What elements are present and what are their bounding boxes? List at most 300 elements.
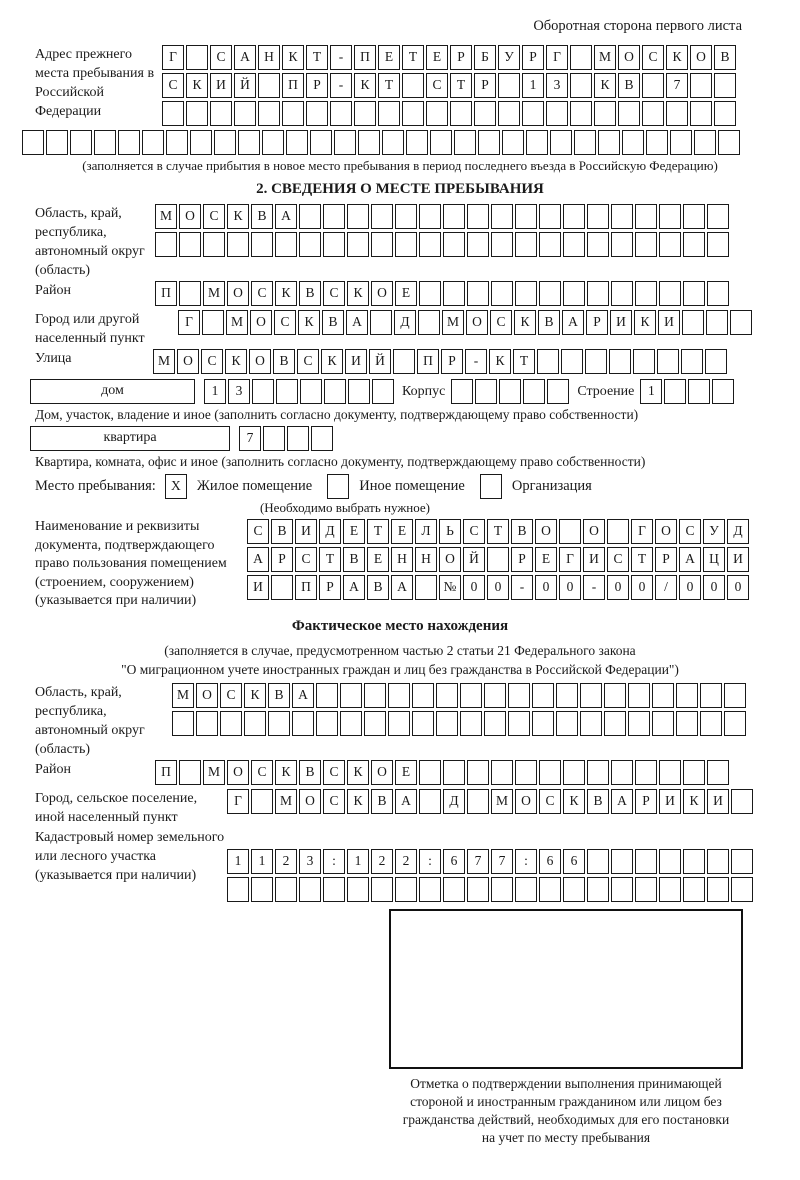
char-box[interactable] xyxy=(166,130,188,155)
char-box[interactable] xyxy=(598,130,620,155)
char-box[interactable]: 0 xyxy=(559,575,581,600)
char-box[interactable]: С xyxy=(247,519,269,544)
char-box[interactable] xyxy=(162,101,184,126)
char-box[interactable] xyxy=(574,130,596,155)
char-box[interactable]: Е xyxy=(343,519,365,544)
char-box[interactable]: С xyxy=(297,349,319,374)
char-box[interactable]: Р xyxy=(522,45,544,70)
char-box[interactable]: С xyxy=(201,349,223,374)
char-box[interactable] xyxy=(443,877,465,902)
char-box[interactable]: 3 xyxy=(299,849,321,874)
char-box[interactable] xyxy=(382,130,404,155)
char-box[interactable]: К xyxy=(666,45,688,70)
char-box[interactable] xyxy=(220,711,242,736)
char-box[interactable]: О xyxy=(466,310,488,335)
char-box[interactable] xyxy=(724,683,746,708)
char-box[interactable] xyxy=(491,232,513,257)
char-box[interactable]: Ь xyxy=(439,519,461,544)
char-box[interactable]: 1 xyxy=(347,849,369,874)
char-box[interactable] xyxy=(214,130,236,155)
char-box[interactable]: Т xyxy=(487,519,509,544)
char-box[interactable]: 0 xyxy=(487,575,509,600)
char-box[interactable]: С xyxy=(679,519,701,544)
char-box[interactable] xyxy=(561,349,583,374)
char-box[interactable] xyxy=(622,130,644,155)
char-box[interactable] xyxy=(467,877,489,902)
char-box[interactable]: О xyxy=(177,349,199,374)
char-box[interactable]: У xyxy=(498,45,520,70)
char-box[interactable] xyxy=(714,73,736,98)
char-box[interactable] xyxy=(334,130,356,155)
char-box[interactable] xyxy=(570,45,592,70)
char-box[interactable]: Р xyxy=(271,547,293,572)
char-box[interactable]: К xyxy=(275,760,297,785)
char-box[interactable] xyxy=(515,281,537,306)
char-box[interactable]: Б xyxy=(474,45,496,70)
char-box[interactable] xyxy=(436,683,458,708)
char-box[interactable]: - xyxy=(330,73,352,98)
char-box[interactable]: Т xyxy=(402,45,424,70)
char-box[interactable] xyxy=(275,877,297,902)
char-box[interactable] xyxy=(340,683,362,708)
char-box[interactable] xyxy=(258,73,280,98)
char-box[interactable] xyxy=(190,130,212,155)
char-box[interactable] xyxy=(611,204,633,229)
char-box[interactable] xyxy=(611,281,633,306)
char-box[interactable]: 7 xyxy=(491,849,513,874)
char-box[interactable]: С xyxy=(323,789,345,814)
stay-residential-checkbox[interactable]: X xyxy=(165,474,187,499)
char-box[interactable] xyxy=(419,789,441,814)
char-box[interactable]: К xyxy=(298,310,320,335)
char-box[interactable]: Г xyxy=(227,789,249,814)
char-box[interactable]: С xyxy=(463,519,485,544)
char-box[interactable] xyxy=(275,232,297,257)
char-box[interactable]: А xyxy=(679,547,701,572)
char-box[interactable] xyxy=(570,73,592,98)
char-box[interactable]: - xyxy=(465,349,487,374)
char-box[interactable] xyxy=(227,232,249,257)
char-box[interactable] xyxy=(683,204,705,229)
char-box[interactable] xyxy=(642,101,664,126)
char-box[interactable]: - xyxy=(330,45,352,70)
char-box[interactable]: К xyxy=(244,683,266,708)
char-box[interactable]: Г xyxy=(546,45,568,70)
char-box[interactable]: С xyxy=(607,547,629,572)
char-box[interactable] xyxy=(659,877,681,902)
char-box[interactable]: Е xyxy=(535,547,557,572)
char-box[interactable] xyxy=(287,426,309,451)
char-box[interactable] xyxy=(670,130,692,155)
char-box[interactable] xyxy=(546,101,568,126)
char-box[interactable] xyxy=(418,310,440,335)
char-box[interactable] xyxy=(474,101,496,126)
char-box[interactable]: С xyxy=(220,683,242,708)
char-box[interactable]: 0 xyxy=(679,575,701,600)
char-box[interactable]: С xyxy=(642,45,664,70)
char-box[interactable]: О xyxy=(371,760,393,785)
char-box[interactable]: А xyxy=(391,575,413,600)
char-box[interactable]: В xyxy=(367,575,389,600)
char-box[interactable] xyxy=(419,281,441,306)
char-box[interactable]: / xyxy=(655,575,677,600)
char-box[interactable] xyxy=(515,204,537,229)
char-box[interactable] xyxy=(340,711,362,736)
char-box[interactable]: Р xyxy=(441,349,463,374)
char-box[interactable] xyxy=(419,204,441,229)
char-box[interactable]: А xyxy=(247,547,269,572)
char-box[interactable] xyxy=(718,130,740,155)
char-box[interactable] xyxy=(179,760,201,785)
char-box[interactable] xyxy=(539,877,561,902)
char-box[interactable] xyxy=(666,101,688,126)
char-box[interactable] xyxy=(646,130,668,155)
char-box[interactable] xyxy=(635,281,657,306)
char-box[interactable] xyxy=(491,877,513,902)
char-box[interactable] xyxy=(292,711,314,736)
char-box[interactable]: И xyxy=(247,575,269,600)
char-box[interactable] xyxy=(323,877,345,902)
char-box[interactable] xyxy=(563,204,585,229)
char-box[interactable] xyxy=(238,130,260,155)
char-box[interactable] xyxy=(412,711,434,736)
char-box[interactable] xyxy=(299,204,321,229)
char-box[interactable] xyxy=(523,379,545,404)
char-box[interactable]: 3 xyxy=(546,73,568,98)
char-box[interactable] xyxy=(683,760,705,785)
char-box[interactable] xyxy=(522,101,544,126)
char-box[interactable]: В xyxy=(271,519,293,544)
char-box[interactable]: О xyxy=(249,349,271,374)
char-box[interactable]: С xyxy=(162,73,184,98)
char-box[interactable]: О xyxy=(439,547,461,572)
char-box[interactable] xyxy=(676,711,698,736)
char-box[interactable]: 0 xyxy=(631,575,653,600)
char-box[interactable] xyxy=(316,683,338,708)
char-box[interactable]: 7 xyxy=(666,73,688,98)
char-box[interactable] xyxy=(354,101,376,126)
char-box[interactable]: А xyxy=(275,204,297,229)
char-box[interactable] xyxy=(323,232,345,257)
char-box[interactable] xyxy=(210,101,232,126)
char-box[interactable] xyxy=(402,101,424,126)
char-box[interactable] xyxy=(443,281,465,306)
char-box[interactable]: К xyxy=(321,349,343,374)
char-box[interactable]: К xyxy=(634,310,656,335)
char-box[interactable] xyxy=(712,379,734,404)
char-box[interactable] xyxy=(556,683,578,708)
char-box[interactable] xyxy=(724,711,746,736)
char-box[interactable] xyxy=(694,130,716,155)
char-box[interactable]: Й xyxy=(234,73,256,98)
char-box[interactable]: К xyxy=(347,760,369,785)
char-box[interactable]: И xyxy=(295,519,317,544)
char-box[interactable] xyxy=(330,101,352,126)
char-box[interactable] xyxy=(580,711,602,736)
char-box[interactable] xyxy=(611,849,633,874)
char-box[interactable]: Л xyxy=(415,519,437,544)
char-box[interactable]: С xyxy=(323,281,345,306)
char-box[interactable]: 1 xyxy=(227,849,249,874)
char-box[interactable]: Й xyxy=(463,547,485,572)
char-box[interactable]: П xyxy=(295,575,317,600)
char-box[interactable] xyxy=(570,101,592,126)
char-box[interactable] xyxy=(370,310,392,335)
char-box[interactable]: О xyxy=(535,519,557,544)
char-box[interactable] xyxy=(251,789,273,814)
char-box[interactable] xyxy=(688,379,710,404)
char-box[interactable]: Р xyxy=(306,73,328,98)
char-box[interactable] xyxy=(348,379,370,404)
char-box[interactable] xyxy=(618,101,640,126)
char-box[interactable]: М xyxy=(491,789,513,814)
char-box[interactable] xyxy=(484,683,506,708)
char-box[interactable]: С xyxy=(539,789,561,814)
char-box[interactable] xyxy=(94,130,116,155)
char-box[interactable]: В xyxy=(273,349,295,374)
char-box[interactable]: К xyxy=(347,789,369,814)
char-box[interactable] xyxy=(587,232,609,257)
char-box[interactable] xyxy=(731,849,753,874)
char-box[interactable] xyxy=(537,349,559,374)
char-box[interactable] xyxy=(659,760,681,785)
char-box[interactable] xyxy=(607,519,629,544)
char-box[interactable]: А xyxy=(562,310,584,335)
char-box[interactable]: 2 xyxy=(371,849,393,874)
char-box[interactable] xyxy=(611,232,633,257)
char-box[interactable]: 1 xyxy=(251,849,273,874)
char-box[interactable]: И xyxy=(727,547,749,572)
char-box[interactable] xyxy=(454,130,476,155)
char-box[interactable]: В xyxy=(299,281,321,306)
char-box[interactable]: 7 xyxy=(239,426,261,451)
char-box[interactable] xyxy=(652,683,674,708)
char-box[interactable] xyxy=(556,711,578,736)
char-box[interactable]: М xyxy=(155,204,177,229)
char-box[interactable] xyxy=(487,547,509,572)
char-box[interactable] xyxy=(491,281,513,306)
char-box[interactable]: К xyxy=(227,204,249,229)
char-box[interactable]: О xyxy=(299,789,321,814)
char-box[interactable]: Д xyxy=(394,310,416,335)
char-box[interactable] xyxy=(707,281,729,306)
char-box[interactable] xyxy=(299,232,321,257)
char-box[interactable] xyxy=(372,379,394,404)
char-box[interactable]: К xyxy=(683,789,705,814)
char-box[interactable] xyxy=(587,281,609,306)
char-box[interactable]: М xyxy=(594,45,616,70)
char-box[interactable] xyxy=(371,204,393,229)
char-box[interactable] xyxy=(563,281,585,306)
char-box[interactable]: Е xyxy=(395,760,417,785)
char-box[interactable] xyxy=(271,575,293,600)
char-box[interactable]: Т xyxy=(450,73,472,98)
char-box[interactable]: 7 xyxy=(467,849,489,874)
char-box[interactable] xyxy=(426,101,448,126)
char-box[interactable] xyxy=(604,711,626,736)
char-box[interactable] xyxy=(611,877,633,902)
char-box[interactable] xyxy=(633,349,655,374)
char-box[interactable] xyxy=(419,232,441,257)
char-box[interactable]: В xyxy=(251,204,273,229)
char-box[interactable] xyxy=(196,711,218,736)
char-box[interactable]: В xyxy=(322,310,344,335)
char-box[interactable]: К xyxy=(354,73,376,98)
char-box[interactable] xyxy=(252,379,274,404)
char-box[interactable] xyxy=(515,232,537,257)
char-box[interactable]: О xyxy=(196,683,218,708)
char-box[interactable]: Е xyxy=(426,45,448,70)
char-box[interactable]: Й xyxy=(369,349,391,374)
char-box[interactable] xyxy=(683,281,705,306)
char-box[interactable]: М xyxy=(442,310,464,335)
char-box[interactable]: 3 xyxy=(228,379,250,404)
char-box[interactable] xyxy=(475,379,497,404)
char-box[interactable]: К xyxy=(186,73,208,98)
char-box[interactable]: Р xyxy=(586,310,608,335)
char-box[interactable]: 0 xyxy=(607,575,629,600)
char-box[interactable]: А xyxy=(611,789,633,814)
char-box[interactable] xyxy=(467,760,489,785)
char-box[interactable]: П xyxy=(282,73,304,98)
char-box[interactable]: П xyxy=(354,45,376,70)
char-box[interactable]: В xyxy=(587,789,609,814)
char-box[interactable] xyxy=(393,349,415,374)
char-box[interactable] xyxy=(652,711,674,736)
char-box[interactable]: Н xyxy=(391,547,413,572)
char-box[interactable] xyxy=(244,711,266,736)
char-box[interactable]: О xyxy=(655,519,677,544)
char-box[interactable]: С xyxy=(323,760,345,785)
char-box[interactable] xyxy=(371,232,393,257)
char-box[interactable] xyxy=(707,760,729,785)
char-box[interactable]: А xyxy=(234,45,256,70)
char-box[interactable]: Т xyxy=(378,73,400,98)
char-box[interactable] xyxy=(478,130,500,155)
char-box[interactable] xyxy=(378,101,400,126)
char-box[interactable] xyxy=(436,711,458,736)
char-box[interactable]: И xyxy=(583,547,605,572)
char-box[interactable]: : xyxy=(323,849,345,874)
char-box[interactable] xyxy=(412,683,434,708)
char-box[interactable] xyxy=(430,130,452,155)
char-box[interactable] xyxy=(484,711,506,736)
char-box[interactable]: К xyxy=(282,45,304,70)
char-box[interactable] xyxy=(706,310,728,335)
char-box[interactable] xyxy=(682,310,704,335)
char-box[interactable]: М xyxy=(226,310,248,335)
char-box[interactable] xyxy=(532,683,554,708)
char-box[interactable]: Р xyxy=(655,547,677,572)
char-box[interactable]: П xyxy=(155,281,177,306)
char-box[interactable] xyxy=(316,711,338,736)
char-box[interactable] xyxy=(628,683,650,708)
char-box[interactable]: Р xyxy=(319,575,341,600)
char-box[interactable]: К xyxy=(347,281,369,306)
char-box[interactable]: И xyxy=(658,310,680,335)
char-box[interactable]: О xyxy=(250,310,272,335)
char-box[interactable] xyxy=(515,877,537,902)
char-box[interactable] xyxy=(155,232,177,257)
char-box[interactable] xyxy=(70,130,92,155)
char-box[interactable] xyxy=(371,877,393,902)
char-box[interactable] xyxy=(683,232,705,257)
char-box[interactable] xyxy=(659,232,681,257)
char-box[interactable] xyxy=(498,73,520,98)
char-box[interactable] xyxy=(635,877,657,902)
char-box[interactable]: С xyxy=(490,310,512,335)
char-box[interactable] xyxy=(227,877,249,902)
char-box[interactable]: П xyxy=(155,760,177,785)
char-box[interactable]: К xyxy=(275,281,297,306)
char-box[interactable] xyxy=(364,711,386,736)
char-box[interactable] xyxy=(714,101,736,126)
char-box[interactable]: Г xyxy=(631,519,653,544)
char-box[interactable] xyxy=(559,519,581,544)
char-box[interactable] xyxy=(635,849,657,874)
char-box[interactable]: И xyxy=(659,789,681,814)
char-box[interactable]: Ц xyxy=(703,547,725,572)
char-box[interactable] xyxy=(700,711,722,736)
char-box[interactable]: 1 xyxy=(204,379,226,404)
char-box[interactable] xyxy=(635,760,657,785)
char-box[interactable]: : xyxy=(515,849,537,874)
char-box[interactable]: С xyxy=(210,45,232,70)
char-box[interactable] xyxy=(609,349,631,374)
char-box[interactable]: О xyxy=(227,281,249,306)
char-box[interactable] xyxy=(498,101,520,126)
char-box[interactable] xyxy=(415,575,437,600)
char-box[interactable] xyxy=(707,877,729,902)
char-box[interactable]: Т xyxy=(319,547,341,572)
char-box[interactable] xyxy=(443,232,465,257)
char-box[interactable] xyxy=(347,204,369,229)
char-box[interactable] xyxy=(690,73,712,98)
char-box[interactable] xyxy=(268,711,290,736)
char-box[interactable]: Т xyxy=(631,547,653,572)
char-box[interactable]: Т xyxy=(513,349,535,374)
char-box[interactable] xyxy=(580,683,602,708)
char-box[interactable] xyxy=(563,760,585,785)
char-box[interactable]: № xyxy=(439,575,461,600)
char-box[interactable] xyxy=(323,204,345,229)
char-box[interactable] xyxy=(604,683,626,708)
char-box[interactable] xyxy=(539,281,561,306)
char-box[interactable] xyxy=(587,877,609,902)
char-box[interactable] xyxy=(395,877,417,902)
char-box[interactable]: Е xyxy=(391,519,413,544)
char-box[interactable] xyxy=(683,877,705,902)
char-box[interactable] xyxy=(700,683,722,708)
char-box[interactable]: В xyxy=(714,45,736,70)
char-box[interactable] xyxy=(395,204,417,229)
char-box[interactable] xyxy=(358,130,380,155)
char-box[interactable] xyxy=(499,379,521,404)
char-box[interactable] xyxy=(179,232,201,257)
char-box[interactable] xyxy=(563,232,585,257)
char-box[interactable]: К xyxy=(489,349,511,374)
char-box[interactable] xyxy=(402,73,424,98)
char-box[interactable] xyxy=(532,711,554,736)
char-box[interactable]: С xyxy=(251,760,273,785)
char-box[interactable] xyxy=(502,130,524,155)
char-box[interactable] xyxy=(234,101,256,126)
char-box[interactable] xyxy=(508,683,530,708)
char-box[interactable] xyxy=(364,683,386,708)
char-box[interactable]: 2 xyxy=(395,849,417,874)
char-box[interactable] xyxy=(395,232,417,257)
char-box[interactable] xyxy=(657,349,679,374)
